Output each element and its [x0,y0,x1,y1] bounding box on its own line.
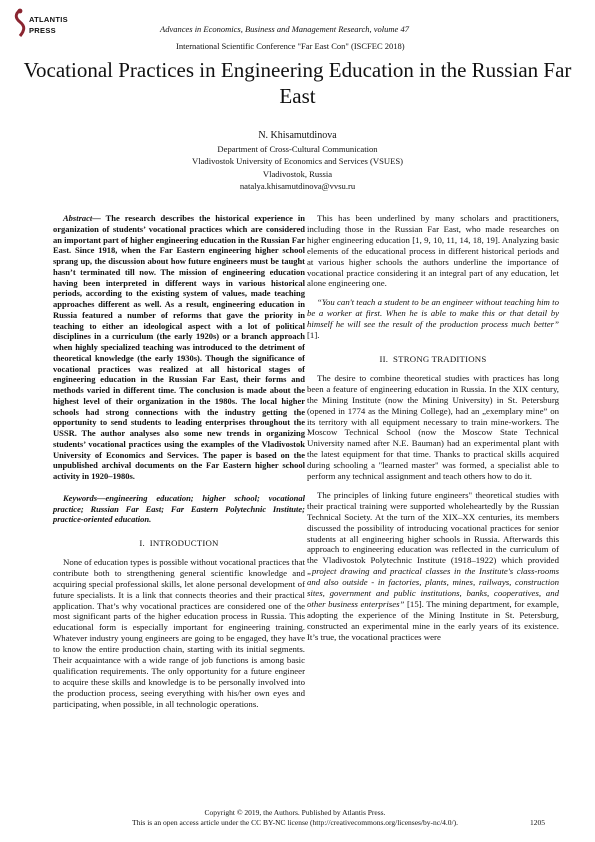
author-name: N. Khisamutdinova [258,130,337,141]
series-header: Advances in Economics, Business and Management Research, volume 47 [160,24,409,34]
section-title-rest: TRONG TRADITIONS [398,353,487,364]
atlantis-press-logo [12,8,72,42]
intro-paragraph-2: This has been underlined by many scholars and practitioners, including those in the Russian Far East, who made researches on higher engineering education [1, 9, 10, 11, 14, 18, 19]. Analyzing basic elements of the educational process in different historical periods and at various higher schools the authors underline the importance of vocational practice considering it an integral part of any education, let alone engineering one. [307,213,559,289]
author-university: Vladivostok University of Economics and Services (VSUES) [192,156,403,167]
section-numeral: II. [379,353,389,364]
traditions-p2-quote: „project drawing and practical classes in the Institute's class-rooms and also outside - in factories, plants, mines, railways, construction sites, government and public institutions, banks, cooperatives, and other business enterprises” [307,566,559,609]
traditions-p2-start: The principles of linking future engineers" theoretical studies with their practical training were supported wholeheartedly by the Russian Technical Society. At the turn of the XIX–XX centuries, its members discussed the possibility of introducing vocational practices for senior students at all engineering higher schools in Russia. Afterwards this approach to engineering education was reflected in the curriculum of the Vladivostok Polytechnic Institute (1918–1922) which provided [307,489,559,566]
traditions-p2-end: [15]. The mining department, for example, adopting the experience of the Mining Institute in St. Petersburg, constructed an experimental mine in the early years of its existence. It’s true, the vocational practices were [307,599,559,642]
intro-quote [307,297,559,341]
section-initial: I [149,538,153,548]
author-email[interactable]: natalya.khisamutdinova@vvsu.ru [239,180,356,191]
author-block [120,128,475,192]
author-department: Department of Cross-Cultural Communication [217,144,378,154]
section-initial: S [393,353,399,364]
traditions-paragraph-2 [307,490,559,643]
left-column [53,213,305,718]
section-title-rest: NTRODUCTION [152,538,219,548]
section-heading-strong-traditions [307,354,559,365]
intro-quote-text: “You can't teach a student to be an engineer without teaching him to be a worker at first. When he is able to make this or that detail by himself he will see the result of the production process much better” [307,297,559,330]
keywords: Keywords—engineering education; higher school; vocational practice; Russian Far East; Far Eastern Polytechnic Institute; practice-oriented education. [53,492,305,525]
intro-paragraph-1: None of education types is possible without vocational practices that contribute both to strengthening general scientific knowledge and acquiring special professional skills, let alone personal development of future specialists. It is a link that connects theories and their practical application. That’s why vocational practices are considered one of the most significant parts of the higher education process in Russia. This educational form is especially important for engineering training. Whatever industry young engineers are going to be engaged, they have to know the entire production chain, starting with its initial segments. Their acquaintance with a wide range of job functions is among basic qualification requirements. The only opportunity for a future engineer to acquire these skills and knowledge is to be personally involved into the production process, seeing everything with his/her own eyes and participating, when possible, in all technologic operations. [53,556,305,709]
right-column [307,213,559,651]
paper-title: Vocational Practices in Engineering Education in the Russian Far East [23,58,572,108]
author-city: Vladivostok, Russia [262,168,333,179]
abstract-label: Abstract [63,213,93,223]
page-number: 1205 [530,818,545,827]
atlantis-press-logo-mark [12,8,28,38]
license-line: This is an open access article under the CC BY-NC license (http://creativecommons.org/licenses/by-nc/4.0/). [131,818,459,827]
conference-header: International Scientific Conference "Far East Con" (ISCFEC 2018) [176,41,405,51]
logo-line2: PRESS [29,26,56,35]
copyright-line: Copyright © 2019, the Authors. Published by Atlantis Press. [204,808,386,817]
logo-line1: ATLANTIS [29,15,68,24]
section-numeral: I. [139,538,145,548]
abstract [53,213,305,482]
intro-quote-ref: [1]. [307,330,320,341]
abstract-text: — The research describes the historical experience in organization of students’ vocational practices which are considered an important part of higher engineering education in the Russian Far East. Since 1918, when the Far Eastern engineering higher school sprang up, the discussion about how future engineers must be taught hasn’t terminated till now. The mission of engineering education having been interpreted in different ways in various historical periods, according to the existing system of values, made teaching approaches different as well. As a result, engineering education in Russia featured a number of reforms that gave the priority in teaching to either an ideological aspect with a lot of political disciplines in a curriculum (the early 1920s) or a branch approach when highly specialized teaching was introduced to the detriment of theoretical knowledge (the early 1930s). Though the significance of vocational practices was realized at all historical stages of engineering education in the Russian Far East, their forms and methods varied in different time. The conclusion is made about the highest level of their organization in the 1980s. The local higher schools had strong connections with the industry getting the opportunity to send students to leading enterprises throughout the USSR. The author analyses also some new trends in organizing students’ vocational practices using the examples of the Vladivostok University of Economics and Services. The paper is based on the unpublished archival documents on the Far Eastern higher school activity in 1920–1980s. [53,213,305,481]
section-heading-introduction [53,538,305,549]
traditions-paragraph-1: The desire to combine theoretical studies with practices has long been a feature of engineering education in Russia. In the XIX century, the Mining Institute (now the Mining University) in St. Petersburg (opened in 1774 as the Mining College), had an „exemplary mine” on its territory with all equipment necessary to train mine-workers. The Moscow Technical School (now the Moscow State Technical University named after N.E. Bauman) had an experimental plant with the latest equipment for that time. Thanks to practical skills acquired during schooling a "learned master" was formed, a specialist able to perform any technical assignment and teach others how to do it. [307,372,559,482]
page-footer [60,808,530,828]
